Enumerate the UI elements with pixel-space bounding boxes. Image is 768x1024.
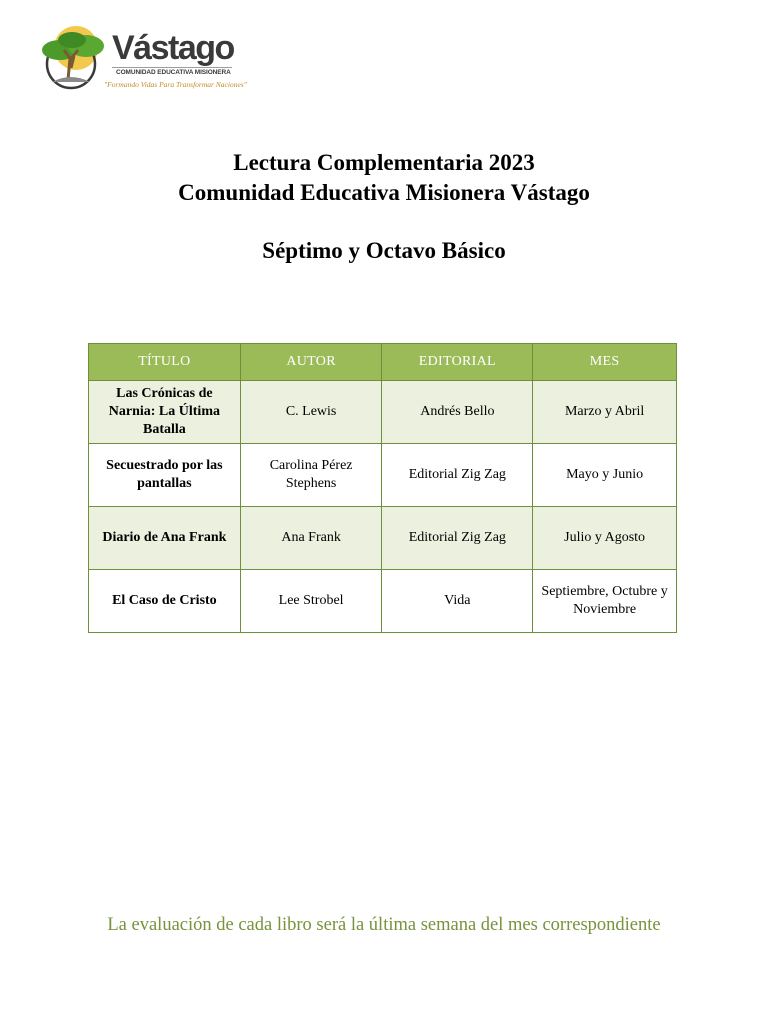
table-header-row [89, 344, 677, 381]
month-cell: Julio y Agosto [533, 507, 677, 570]
school-logo [38, 20, 247, 96]
month-cell: Marzo y Abril [533, 381, 677, 444]
publisher-cell: Editorial Zig Zag [382, 444, 533, 507]
publisher-cell: Editorial Zig Zag [382, 507, 533, 570]
table-row [89, 507, 677, 570]
document-title [0, 148, 768, 208]
column-header-author: AUTOR [240, 344, 382, 381]
book-title-cell: Las Crónicas de Narnia: La Última Batalla [89, 381, 241, 444]
book-title-cell: Diario de Ana Frank [89, 507, 241, 570]
evaluation-note: La evaluación de cada libro será la última semana del mes correspondiente [107, 915, 661, 935]
month-cell: Mayo y Junio [533, 444, 677, 507]
publisher-cell: Vida [382, 570, 533, 633]
publisher-cell: Andrés Bello [382, 381, 533, 444]
author-cell: Carolina Pérez Stephens [240, 444, 382, 507]
logo-subtitle: COMUNIDAD EDUCATIVA MISIONERA [116, 69, 231, 76]
author-cell: C. Lewis [240, 381, 382, 444]
logo-wordmark: Vástago [112, 29, 234, 67]
title-line-2: Comunidad Educativa Misionera Vástago [178, 180, 590, 205]
table-row [89, 444, 677, 507]
tree-emblem-icon [38, 20, 110, 90]
column-header-title: TÍTULO [89, 344, 241, 381]
author-cell: Lee Strobel [240, 570, 382, 633]
author-cell: Ana Frank [240, 507, 382, 570]
column-header-publisher: EDITORIAL [382, 344, 533, 381]
book-title-cell: Secuestrado por las pantallas [89, 444, 241, 507]
month-cell: Septiembre, Octubre y Noviembre [533, 570, 677, 633]
logo-divider [112, 67, 232, 68]
table-row [89, 570, 677, 633]
logo-slogan: "Formando Vidas Para Transformar Naciones" [104, 80, 247, 89]
book-title-cell: El Caso de Cristo [89, 570, 241, 633]
document-subtitle: Séptimo y Octavo Básico [262, 238, 506, 263]
reading-list-table [88, 343, 677, 633]
column-header-month: MES [533, 344, 677, 381]
title-line-1: Lectura Complementaria 2023 [233, 150, 535, 175]
table-row [89, 381, 677, 444]
